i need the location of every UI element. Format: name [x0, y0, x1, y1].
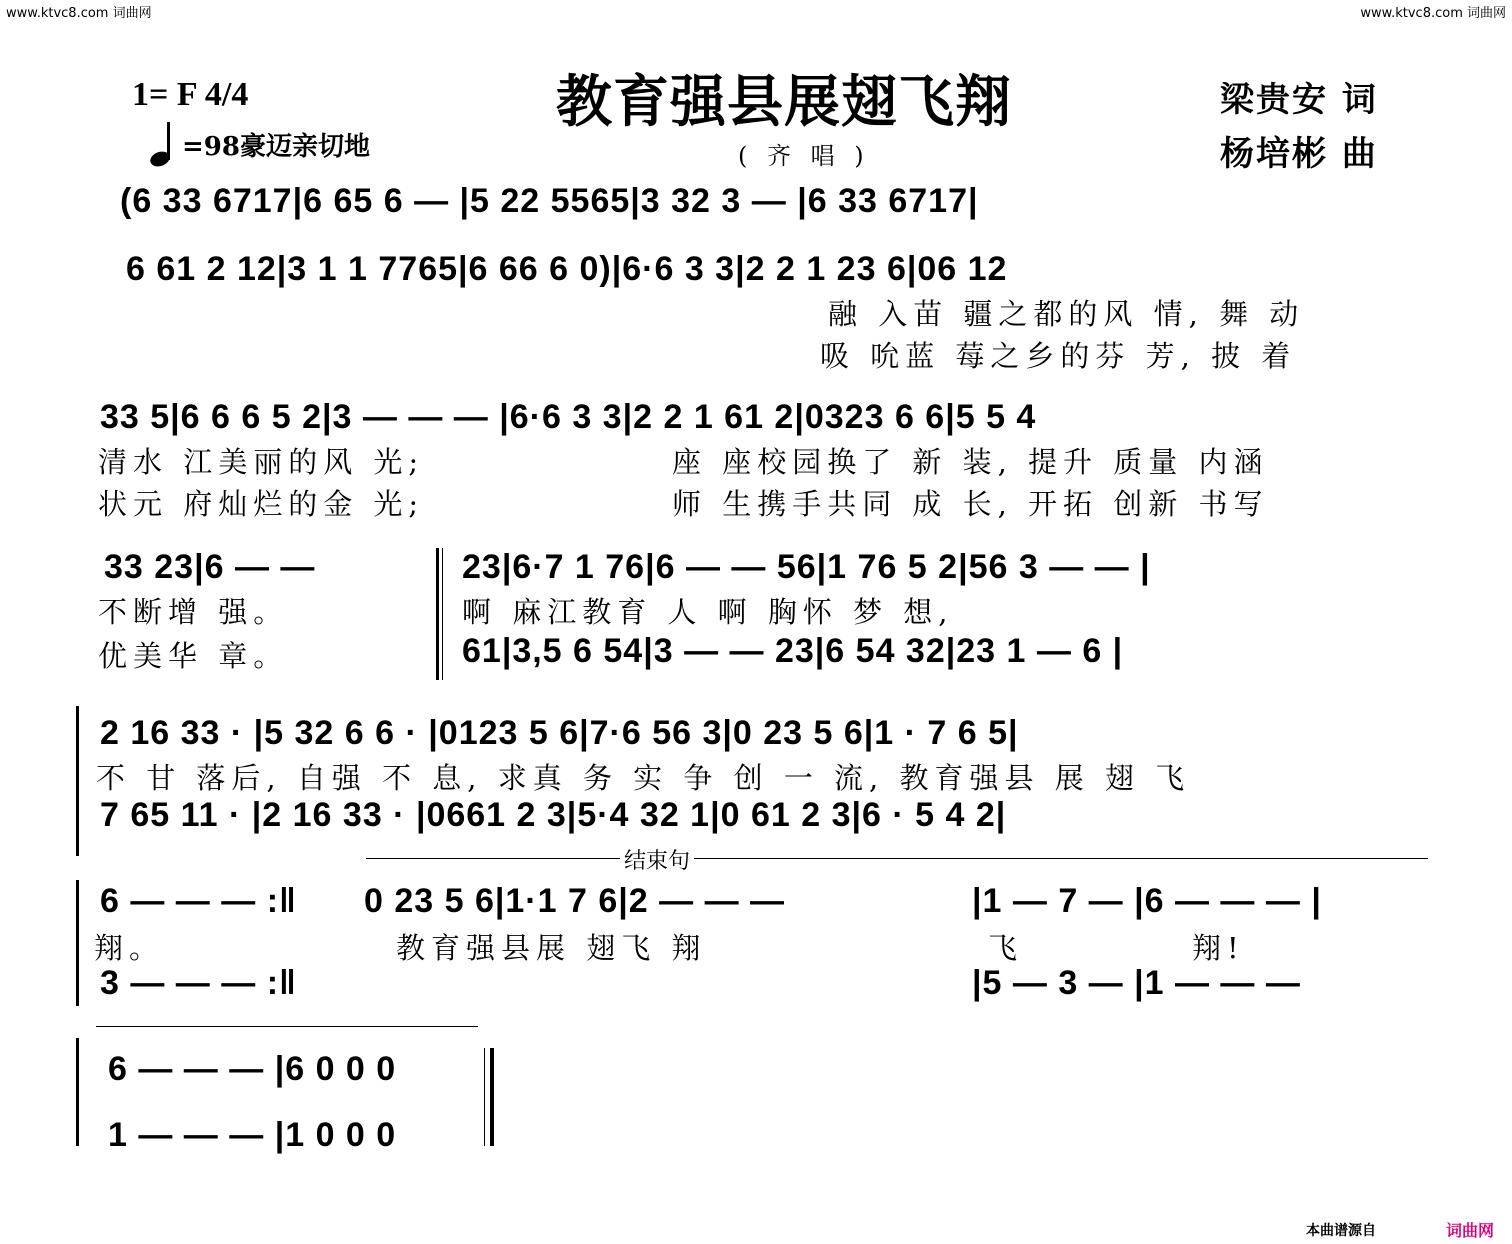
score-line-4-upper: 23|6·7 1 76|6 — — 56|1 76 5 2|56 3 — — |	[462, 548, 1151, 586]
system-brace-1	[436, 548, 439, 680]
lyric-line-6-right-1: 飞	[988, 931, 1024, 965]
lyric-line-3-verse-1b: 座 座校园换了 新 装, 提升 质量 内涵	[672, 445, 1269, 479]
lyric-line-4-verse-2: 优美华 章。	[98, 639, 289, 673]
footer-source: 本曲谱源自	[1306, 1223, 1376, 1239]
score-line-1: (6 33 6717|6 65 6 — |5 22 5565|3 32 3 — |6 33 6717|	[120, 182, 979, 220]
watermark-left: www.ktvc8.com 词曲网	[6, 6, 152, 21]
lyric-line-6-right-2: 翔!	[1192, 931, 1245, 965]
system-brace-1-inner	[442, 548, 443, 680]
system-brace-3	[76, 880, 79, 1006]
score-line-3: 33 5|6 6 6 5 2|3 — — — |6·6 3 3|2 2 1 61 2|0323 6 6|5 5 4	[100, 398, 1037, 436]
lyric-line-3-verse-2b: 师 生携手共同 成 长, 开拓 创新 书写	[672, 487, 1269, 521]
coda-line	[96, 1026, 478, 1027]
score-line-7-lower: 1 — — — |1 0 0 0	[108, 1116, 397, 1154]
score-line-6-lower-right: |5 — 3 — |1 — — —	[972, 964, 1301, 1002]
composer-credit: 杨培彬 曲	[1220, 134, 1378, 174]
lyricist-credit: 梁贵安 词	[1220, 80, 1378, 120]
lyric-line-3-verse-2a: 状元 府灿烂的金 光;	[98, 487, 425, 521]
score-line-6-mid: 0 23 5 6|1·1 7 6|2 — — —	[364, 882, 786, 920]
score-line-7-upper: 6 — — — |6 0 0 0	[108, 1050, 397, 1088]
final-barline-thin	[484, 1048, 485, 1146]
ending-label: 结束句	[620, 844, 694, 875]
score-line-4-lower: 61|3,5 6 54|3 — — 23|6 54 32|23 1 — 6 |	[462, 632, 1124, 670]
score-line-6-right: |1 — 7 — |6 — — — |	[972, 882, 1322, 920]
key-signature: 1= F 4/4	[132, 76, 249, 113]
lyric-line-6-mid: 教育强县展 翅飞 翔	[396, 931, 707, 965]
page-title: 教育强县展翅飞翔	[556, 69, 1012, 135]
final-barline-thick	[490, 1048, 494, 1146]
lyric-line-4-upper: 啊 麻江教育 人 啊 胸怀 梦 想,	[462, 595, 954, 629]
lyric-line-5: 不 甘 落后, 自强 不 息, 求真 务 实 争 创 一 流, 教育强县 展 翅 飞	[96, 761, 1191, 795]
score-line-5-upper: 2 16 33 · |5 32 6 6 · |0123 5 6|7·6 56 3|0 23 5 6|1 · 7 6 5|	[100, 714, 1019, 752]
score-line-6-upper-left: 6 — — — :‖	[100, 882, 297, 920]
lyric-line-3-verse-1a: 清水 江美丽的风 光;	[98, 445, 425, 479]
score-line-5-lower: 7 65 11 · |2 16 33 · |0661 2 3|5·4 32 1|0 61 2 3|6 · 5 4 2|	[100, 796, 1007, 834]
subtitle: ( 齐 唱 )	[738, 142, 870, 170]
lyric-line-6-left: 翔。	[94, 931, 165, 965]
tempo-text: =98豪迈亲切地	[182, 131, 370, 162]
system-brace-2	[76, 706, 79, 856]
lyric-line-2-verse-1: 融 入苗 疆之都的风 情, 舞 动	[828, 297, 1305, 331]
system-brace-4	[76, 1038, 79, 1146]
lyric-line-2-verse-2: 吸 吮蓝 莓之乡的芬 芳, 披 着	[820, 339, 1297, 373]
footer-logo[interactable]: 词曲网	[1446, 1221, 1495, 1240]
quarter-note-icon	[150, 122, 176, 166]
ending-bracket-line	[366, 858, 1428, 859]
lyric-line-4-verse-1: 不断增 强。	[98, 595, 289, 629]
score-line-4-left: 33 23|6 — —	[104, 548, 316, 586]
watermark-right: www.ktvc8.com 词曲网	[1360, 6, 1506, 21]
score-line-2: 6 61 2 12|3 1 1 7765|6 66 6 0)|6·6 3 3|2 2 1 23 6|06 12	[126, 250, 1008, 288]
score-line-6-lower-left: 3 — — — :‖	[100, 964, 297, 1002]
tempo-marking	[150, 122, 370, 166]
